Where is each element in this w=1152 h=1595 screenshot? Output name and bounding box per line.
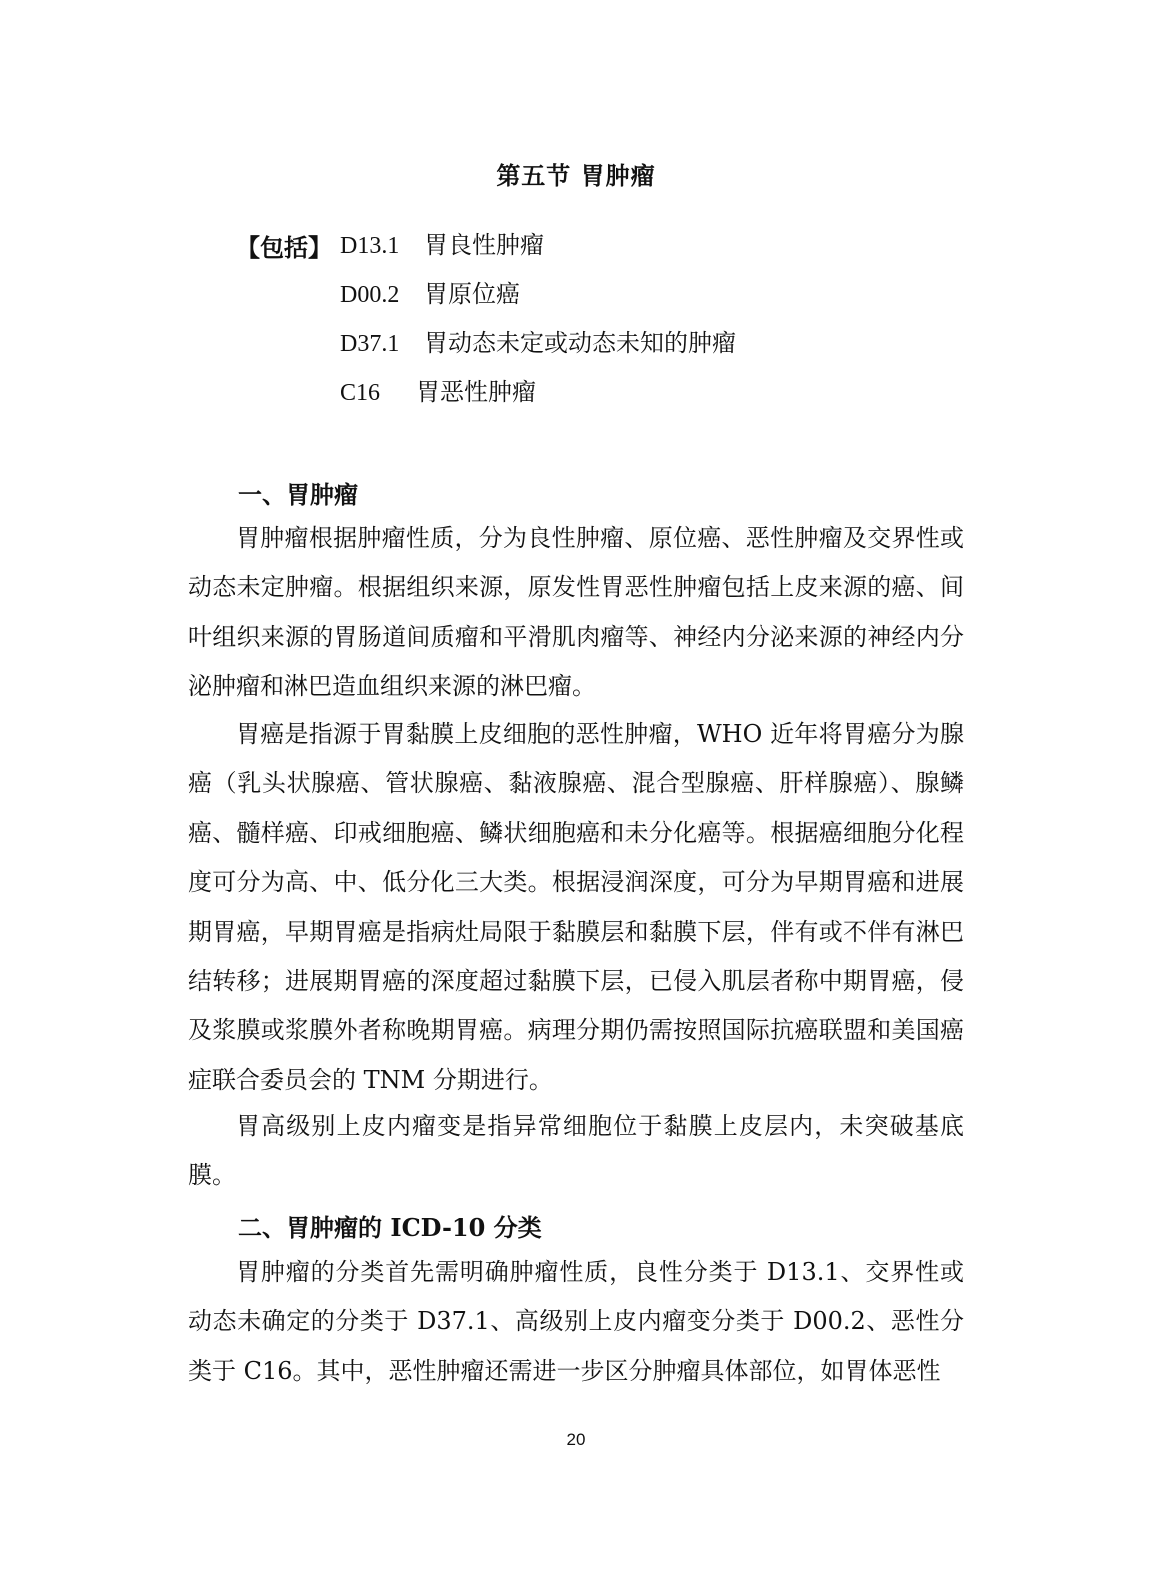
include-item bbox=[340, 277, 520, 311]
page-number: 20 bbox=[566, 1430, 586, 1449]
paragraph: 胃肿瘤根据肿瘤性质，分为良性肿瘤、原位癌、恶性肿瘤及交界性或动态未定肿瘤。根据组织来源，原发性胃恶性肿瘤包括上皮来源的癌、间叶组织来源的胃肠道间质瘤和平滑肌肉瘤等、神经内分泌来源的神经内分泌肿瘤和淋巴造血组织来源的淋巴瘤。 bbox=[188, 524, 964, 701]
icd-description: 胃恶性肿瘤 bbox=[416, 378, 536, 406]
section-heading: 一、胃肿瘤 bbox=[238, 480, 358, 509]
paragraph: 胃肿瘤的分类首先需明确肿瘤性质，良性分类于 D13.1、交界性或动态未确定的分类于 D37.1、高级别上皮内瘤变分类于 D00.2、恶性分类于 C16。其中，恶性肿瘤还需进一步区分肿瘤具体部位，如胃体恶性 bbox=[188, 1258, 964, 1385]
section-title: 第五节 胃肿瘤 bbox=[496, 161, 656, 190]
icd-code: D37.1 bbox=[340, 331, 400, 357]
paragraph: 胃癌是指源于胃黏膜上皮细胞的恶性肿瘤，WHO 近年将胃癌分为腺癌（乳头状腺癌、管状腺癌、黏液腺癌、混合型腺癌、肝样腺癌）、腺鳞癌、髓样癌、印戒细胞癌、鳞状细胞癌和未分化癌等。根据癌细胞分化程度可分为高、中、低分化三大类。根据浸润深度，可分为早期胃癌和进展期胃癌，早期胃癌是指病灶局限于黏膜层和黏膜下层，伴有或不伴有淋巴结转移；进展期胃癌的深度超过黏膜下层，已侵入肌层者称中期胃癌，侵及浆膜或浆膜外者称晚期胃癌。病理分期仍需按照国际抗癌联盟和美国癌症联合委员会的 TNM 分期进行。 bbox=[188, 720, 964, 1094]
paragraph: 胃高级别上皮内瘤变是指异常细胞位于黏膜上皮层内，未突破基底膜。 bbox=[188, 1112, 964, 1190]
include-item bbox=[340, 228, 544, 262]
icd-description: 胃动态未定或动态未知的肿瘤 bbox=[424, 329, 736, 357]
include-item bbox=[340, 375, 536, 409]
includes-label: 【包括】 bbox=[236, 233, 332, 262]
include-item bbox=[340, 326, 736, 360]
icd-description: 胃良性肿瘤 bbox=[424, 231, 544, 259]
section-heading: 二、胃肿瘤的 ICD-10 分类 bbox=[238, 1213, 542, 1242]
icd-code: D00.2 bbox=[340, 282, 400, 308]
icd-description: 胃原位癌 bbox=[424, 280, 520, 308]
icd-code: C16 bbox=[340, 380, 381, 406]
icd-code: D13.1 bbox=[340, 233, 400, 259]
